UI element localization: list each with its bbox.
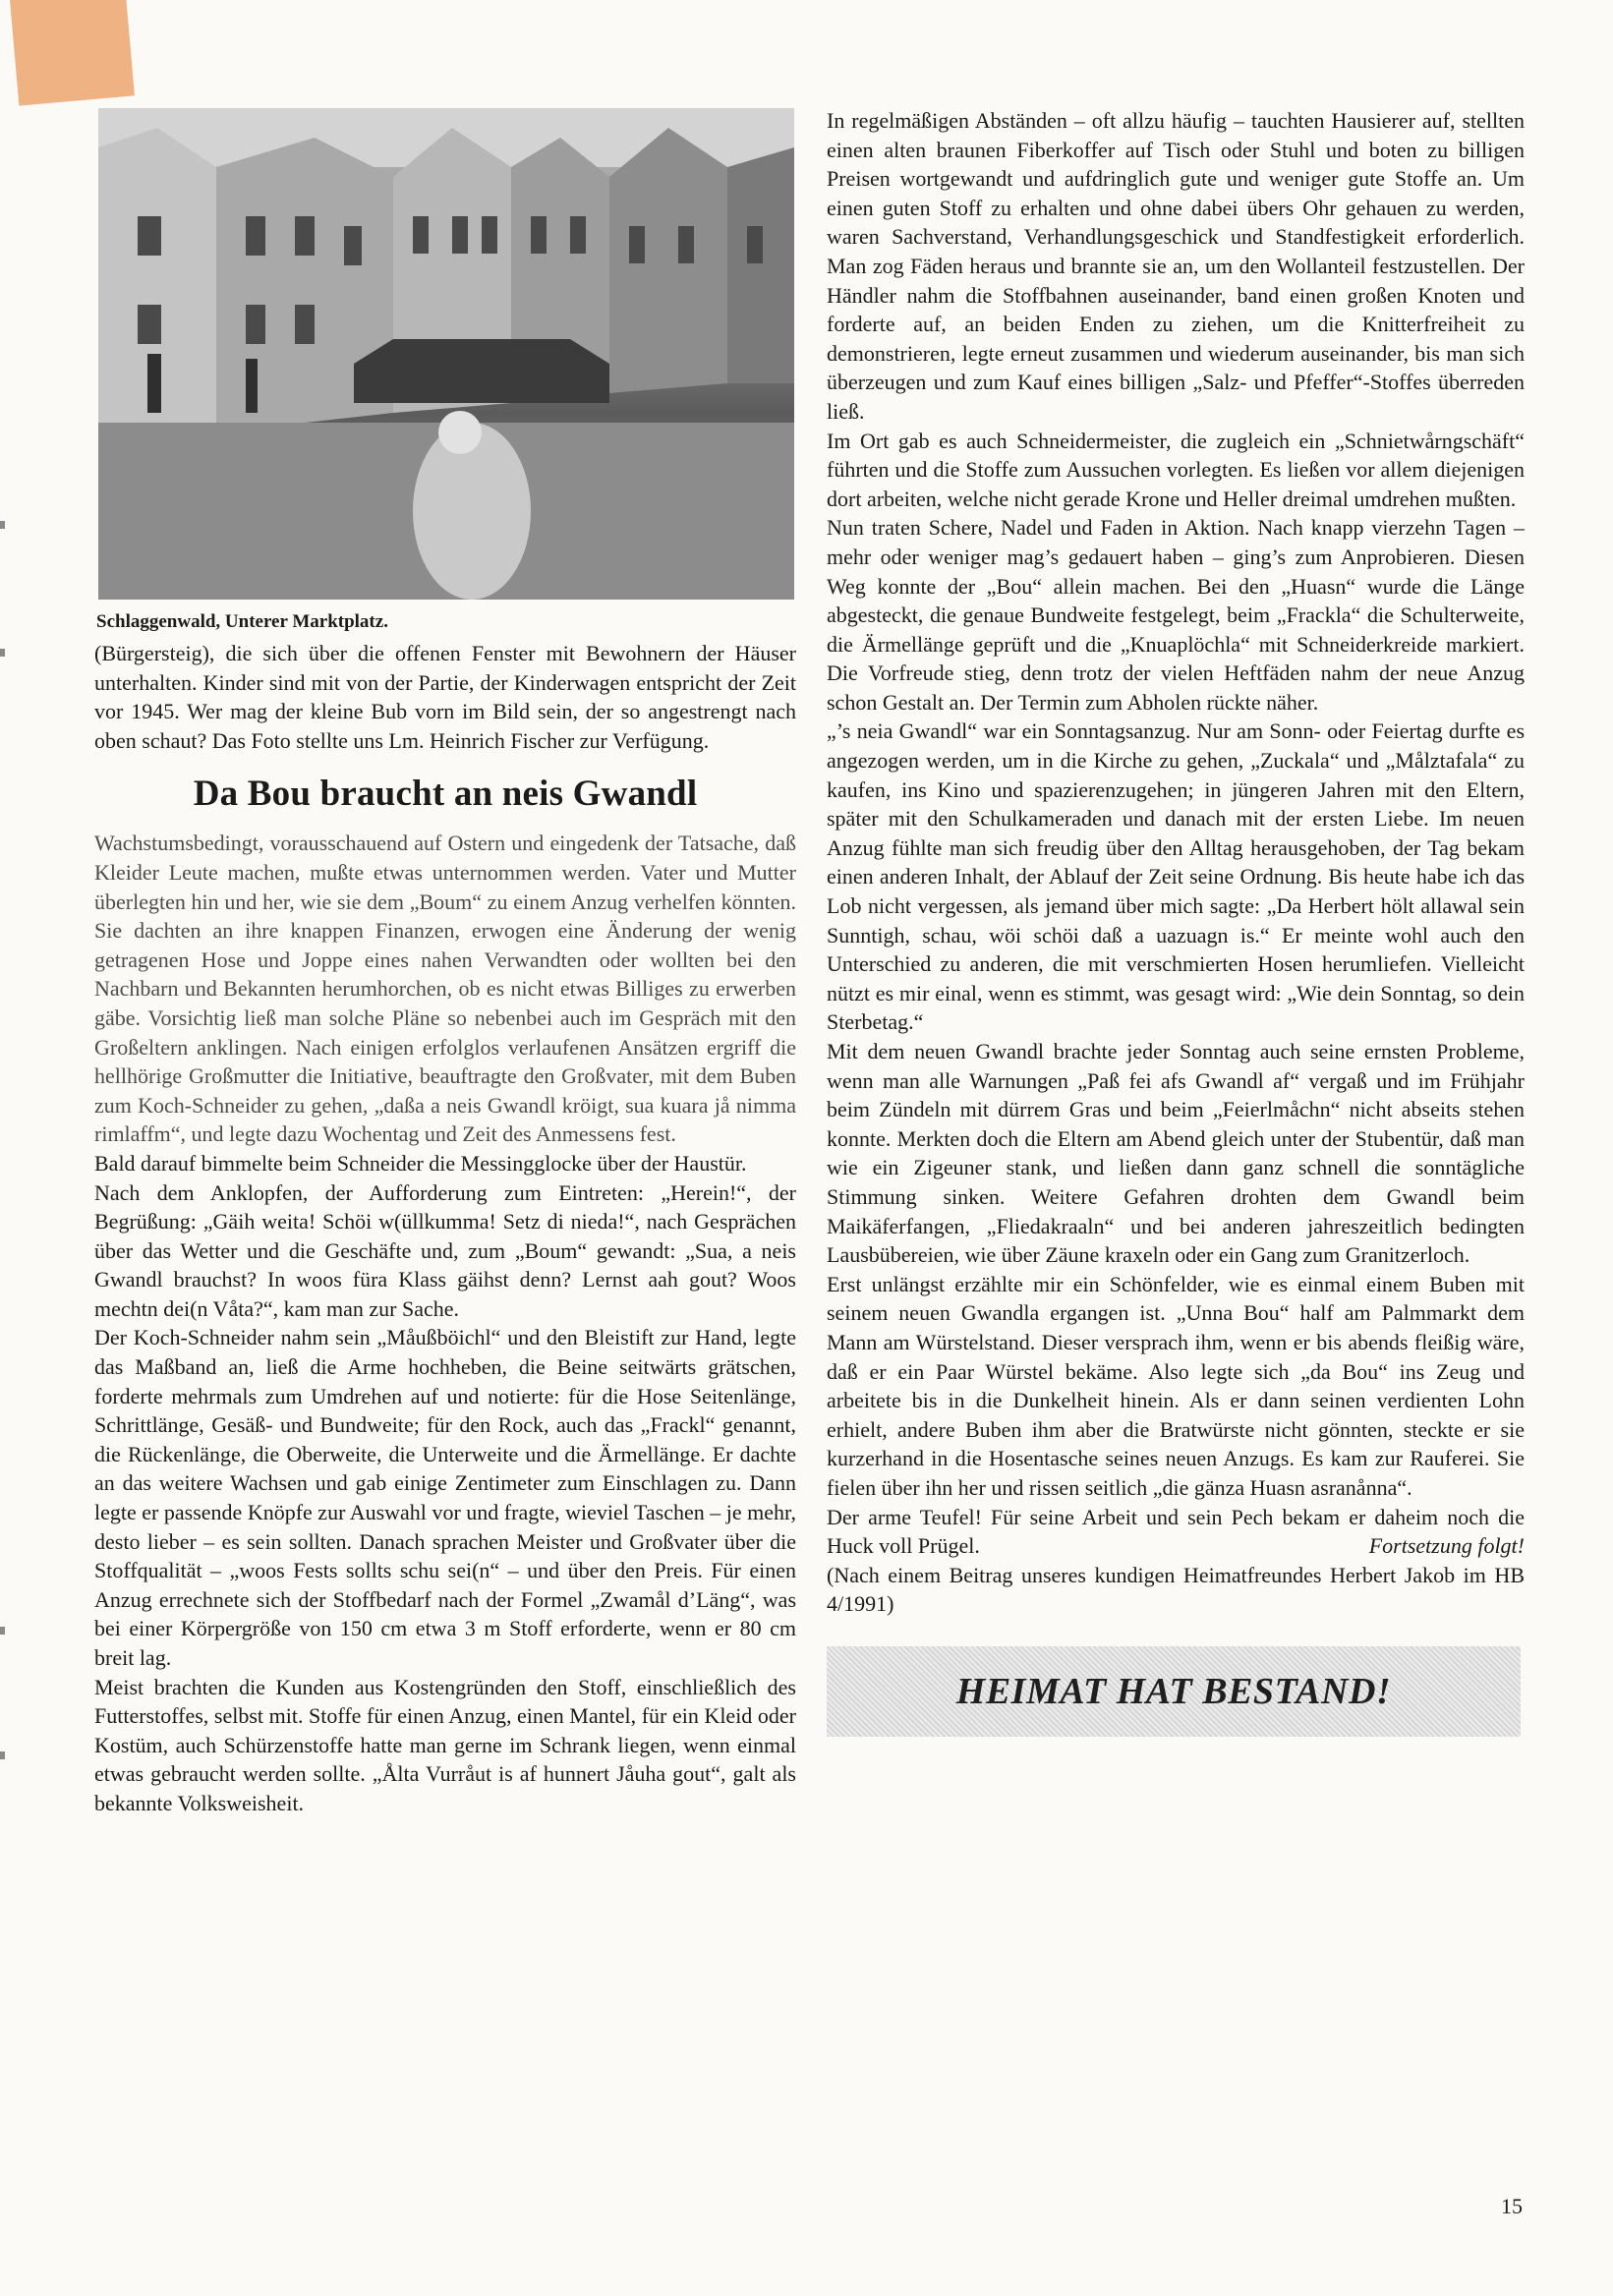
photo-illustration [98, 108, 794, 600]
slogan-banner [827, 1646, 1521, 1737]
paragraph: Nun traten Schere, Nadel und Faden in Aktion. Nach knapp vierzehn Tagen – mehr oder weniger mag’s gedauert haben – ging’s zum Anprobieren. Diesen Weg konnte der „Bou“ allein machen. Bei den „Huasn“ wurde die Länge abgesteckt, die genaue Bundweite festgelegt, beim „Frackla“ die Schulterweite, die Ärmellänge geprüft und die „Knuaplöchla“ mit Schneiderkreide markiert. Die Vorfreude stieg, denn trotz der vielen Heftfäden nahm der neue Anzug schon Gestalt an. Der Termin zum Abholen rückte näher. [827, 515, 1525, 715]
closing-paragraph [827, 1503, 1525, 1561]
article-headline: Da Bou braucht an neis Gwandl [193, 774, 698, 815]
paragraph: Erst unlängst erzählte mir ein Schönfelder, wie es einmal einem Buben mit seinem neuen Gwandla ergangen ist. „Unna Bou“ half am Palmmarkt dem Mann am Würstelstand. Dieser versprach ihm, wenn er bis abends fleißig wäre, daß er ein Paar Würstel bekäme. Also legte sich „da Bou“ ins Zeug und arbeitete bis in die Dunkelheit hinein. Als er dann seinen verdienten Lohn erhielt, andere Buben ihm aber die Bratwürste nicht gönnten, steckte er sie kurzerhand in die Hosentasche seines neuen Anzugs. Es kam zur Rauferei. Sie fielen über ihn her und rissen seitlich „die gänza Huasn asranånna“. [827, 1271, 1525, 1500]
source-note: (Nach einem Beitrag unseres kundigen Heimatfreundes Herbert Jakob im HB 4/1991) [827, 1562, 1525, 1617]
right-column [827, 106, 1525, 1737]
closing-text: Der arme Teufel! Für seine Arbeit und sein Pech bekam er daheim noch die Huck voll Prügel. [827, 1504, 1525, 1559]
paragraph: In regelmäßigen Abständen – oft allzu häufig – tauchten Hausierer auf, stellten einen alten braunen Fiberkoffer auf Tisch oder Stuhl und boten zu billigen Preisen wortgewandt und aufdringlich gute und weniger gute Stoffe an. Um einen guten Stoff zu erhalten und ohne dabei übers Ohr gehauen zu werden, waren Sachverstand, Verhandlungsgeschick und Standfestigkeit erforderlich. Man zog Fäden heraus und brannte sie an, um den Wollanteil festzustellen. Der Händler nahm die Stoffbahnen auseinander, band einen großen Knoten und forderte auf, an beiden Enden zu ziehen, um die Knitterfreiheit zu demonstrieren, legte erneut zusammen und wiederum auseinander, bis man sich überzeugen und zum Kauf eines billigen „Salz- und Pfeffer“-Stoffes überreden ließ. [827, 108, 1525, 424]
orange-tab-marker [10, 0, 135, 106]
right-article-body [827, 106, 1525, 1619]
page-number: 15 [1501, 2194, 1523, 2218]
paragraph: Wachstumsbedingt, vorausschauend auf Ostern und eingedenk der Tatsache, daß Kleider Leute machen, mußte etwas unternommen werden. Vater und Mutter überlegten hin und her, wie sie dem „Boum“ zu einem Anzug verhelfen könnten. Sie dachten an ihre knappen Finanzen, erwogen eine Änderung der wenig getragenen Hose und Joppe eines nahen Verwandten oder wollten bei den Nachbarn und Bekannten herumhorchen, ob es nicht etwas Billiges zu erwerben gäbe. Vorsichtig ließ man solche Pläne so nebenbei auch im Gespräch mit den Großeltern anklingen. Nach einigen erfolglos verlaufenen Ansätzen ergriff die hellhörige Großmutter die Initiative, beauftragte den Großvater, mit dem Buben zum Koch-Schneider zu gehen, „daßa a neis Gwandl kröigt, sua kuara jå nimma rimlaffm“, und legte dazu Wochentag und Zeit des Anmessens fest. [94, 831, 796, 1147]
paragraph: „’s neia Gwandl“ war ein Sonntagsanzug. Nur am Sonn- oder Feiertag durfte es angezogen werden, um in die Kirche zu gehen, „Zuckala“ und „Målztafala“ zu kaufen, ins Kino und spazierenzugehen; in jüngeren Jahren mit den Eltern, später mit den Schulkameraden und danach mit der ersten Liebe. Im neuen Anzug fühlte man sich freudig über den Alltag herausgehoben, der Tag bekam einen anderen Inhalt, der Ablauf der Zeit seine Ordnung. Bis heute habe ich das Lob nicht vergessen, als jemand über mich sagte: „Da Herbert hölt allawal sein Sunntigh, schau, wöi schöi daß a uazuagn is.“ Er meinte wohl auch den Unterschied zu anderen, die mit verschmierten Hosen herumliefen. Vielleicht nützt es mir einal, wenn es stimmt, was gesagt wird: „Wie dein Sonntag, so dein Sterbetag.“ [827, 718, 1525, 1035]
continued-note: Fortsetzung folgt! [1368, 1533, 1525, 1559]
left-column [94, 108, 796, 1818]
paragraph: Meist brachten die Kunden aus Kostengründen den Stoff, einschließlich des Futterstoffes, selbst mit. Stoffe für einen Anzug, einen Mantel, für ein Kleid oder Kostüm, auch Schürzenstoffe hatte man gerne im Schrank liegen, wenn einmal etwas gebraucht werden sollte. „Ålta Vurråut is af hunnert Jåuha gout“, galt als bekannte Volksweisheit. [94, 1674, 796, 1815]
historic-photo [98, 108, 794, 600]
slogan-text: HEIMAT HAT BESTAND! [955, 1670, 1392, 1712]
paragraph: Bald darauf bimmelte beim Schneider die Messingglocke über der Haustür. [94, 1150, 747, 1176]
paragraph: Im Ort gab es auch Schneidermeister, die zugleich ein „Schnietwårngschäft“ führten und die Stoffe zum Aussuchen vorlegten. Es ließen vor allem diejenigen dort arbeiten, welche nicht gerade Krone und Heller dreimal umdrehen mußten. [827, 428, 1525, 511]
intro-paragraph: (Bürgersteig), die sich über die offenen Fenster mit Bewohnern der Häuser unterhalten. Kinder sind mit von der Partie, der Kinderwagen entspricht der Zeit vor 1945. Wer mag der kleine Bub vorn im Bild sein, der so angestrengt nach oben schaut? Das Foto stellte uns Lm. Heinrich Fischer zur Verfügung. [94, 641, 796, 753]
photo-caption: Schlaggenwald, Unterer Marktplatz. [96, 611, 388, 632]
paragraph: Nach dem Anklopfen, der Aufforderung zum Eintreten: „Herein!“, der Begrüßung: „Gäih weita! Schöi w(üllkumma! Setz di nieda!“, nach Gesprächen über das Wetter und die Geschäfte und, zum „Boum“ gewandt: „Sua, a neis Gwandl brauchst? In woos füra Klass gäihst denn? Lernst aah gout? Woos mechtn dei(n Våta?“, kam man zur Sache. [94, 1179, 796, 1321]
paragraph: Der Koch-Schneider nahm sein „Måußböichl“ und den Bleistift zur Hand, legte das Maßband an, ließ die Arme hochheben, die Beine seitwärts grätschen, forderte mehrmals zum Umdrehen auf und notierte: für die Hose Seitenlänge, Schrittlänge, Gesäß- und Bundweite; für den Rock, auch das „Frackl“ genannt, die Rückenlänge, die Oberweite, die Unterweite und die Ärmellänge. Er dachte an das weitere Wachsen und gab einige Zentimeter zum Einschlagen zu. Dann legte er passende Knöpfe zur Auswahl vor und fragte, wieviel Taschen – je mehr, desto lieber – es sein sollten. Danach sprachen Meister und Großvater über die Stoffqualität – „woos Fests sollts schu sei(n“ – und über den Preis. Für einen Anzug errechnete sich der Stoffbedarf nach der Formel „Zwamål d’Läng“, was bei einer Körpergröße von 150 cm etwa 3 m Stoff erforderte, wenn er 80 cm breit lag. [94, 1325, 796, 1670]
paragraph: Mit dem neuen Gwandl brachte jeder Sonntag auch seine ernsten Probleme, wenn man alle Warnungen „Paß fei afs Gwandl af“ vergaß und im Frühjahr beim Zündeln mit dürrem Gras und beim „Feierlmåchn“ nicht abseits stehen konnte. Merkten doch die Eltern am Abend gleich unter der Stubentür, daß man wie ein Zigeuner stank, und ließen dann ganz schnell die sonntägliche Stimmung sinken. Weitere Gefahren drohten dem Gwandl beim Maikäferfangen, „Fliedakraaln“ und bei anderen jahreszeitlich bedingten Lausbübereien, wie über Zäune kraxeln oder ein Gang zum Granitzerloch. [827, 1039, 1525, 1268]
left-article-body [94, 829, 796, 1817]
